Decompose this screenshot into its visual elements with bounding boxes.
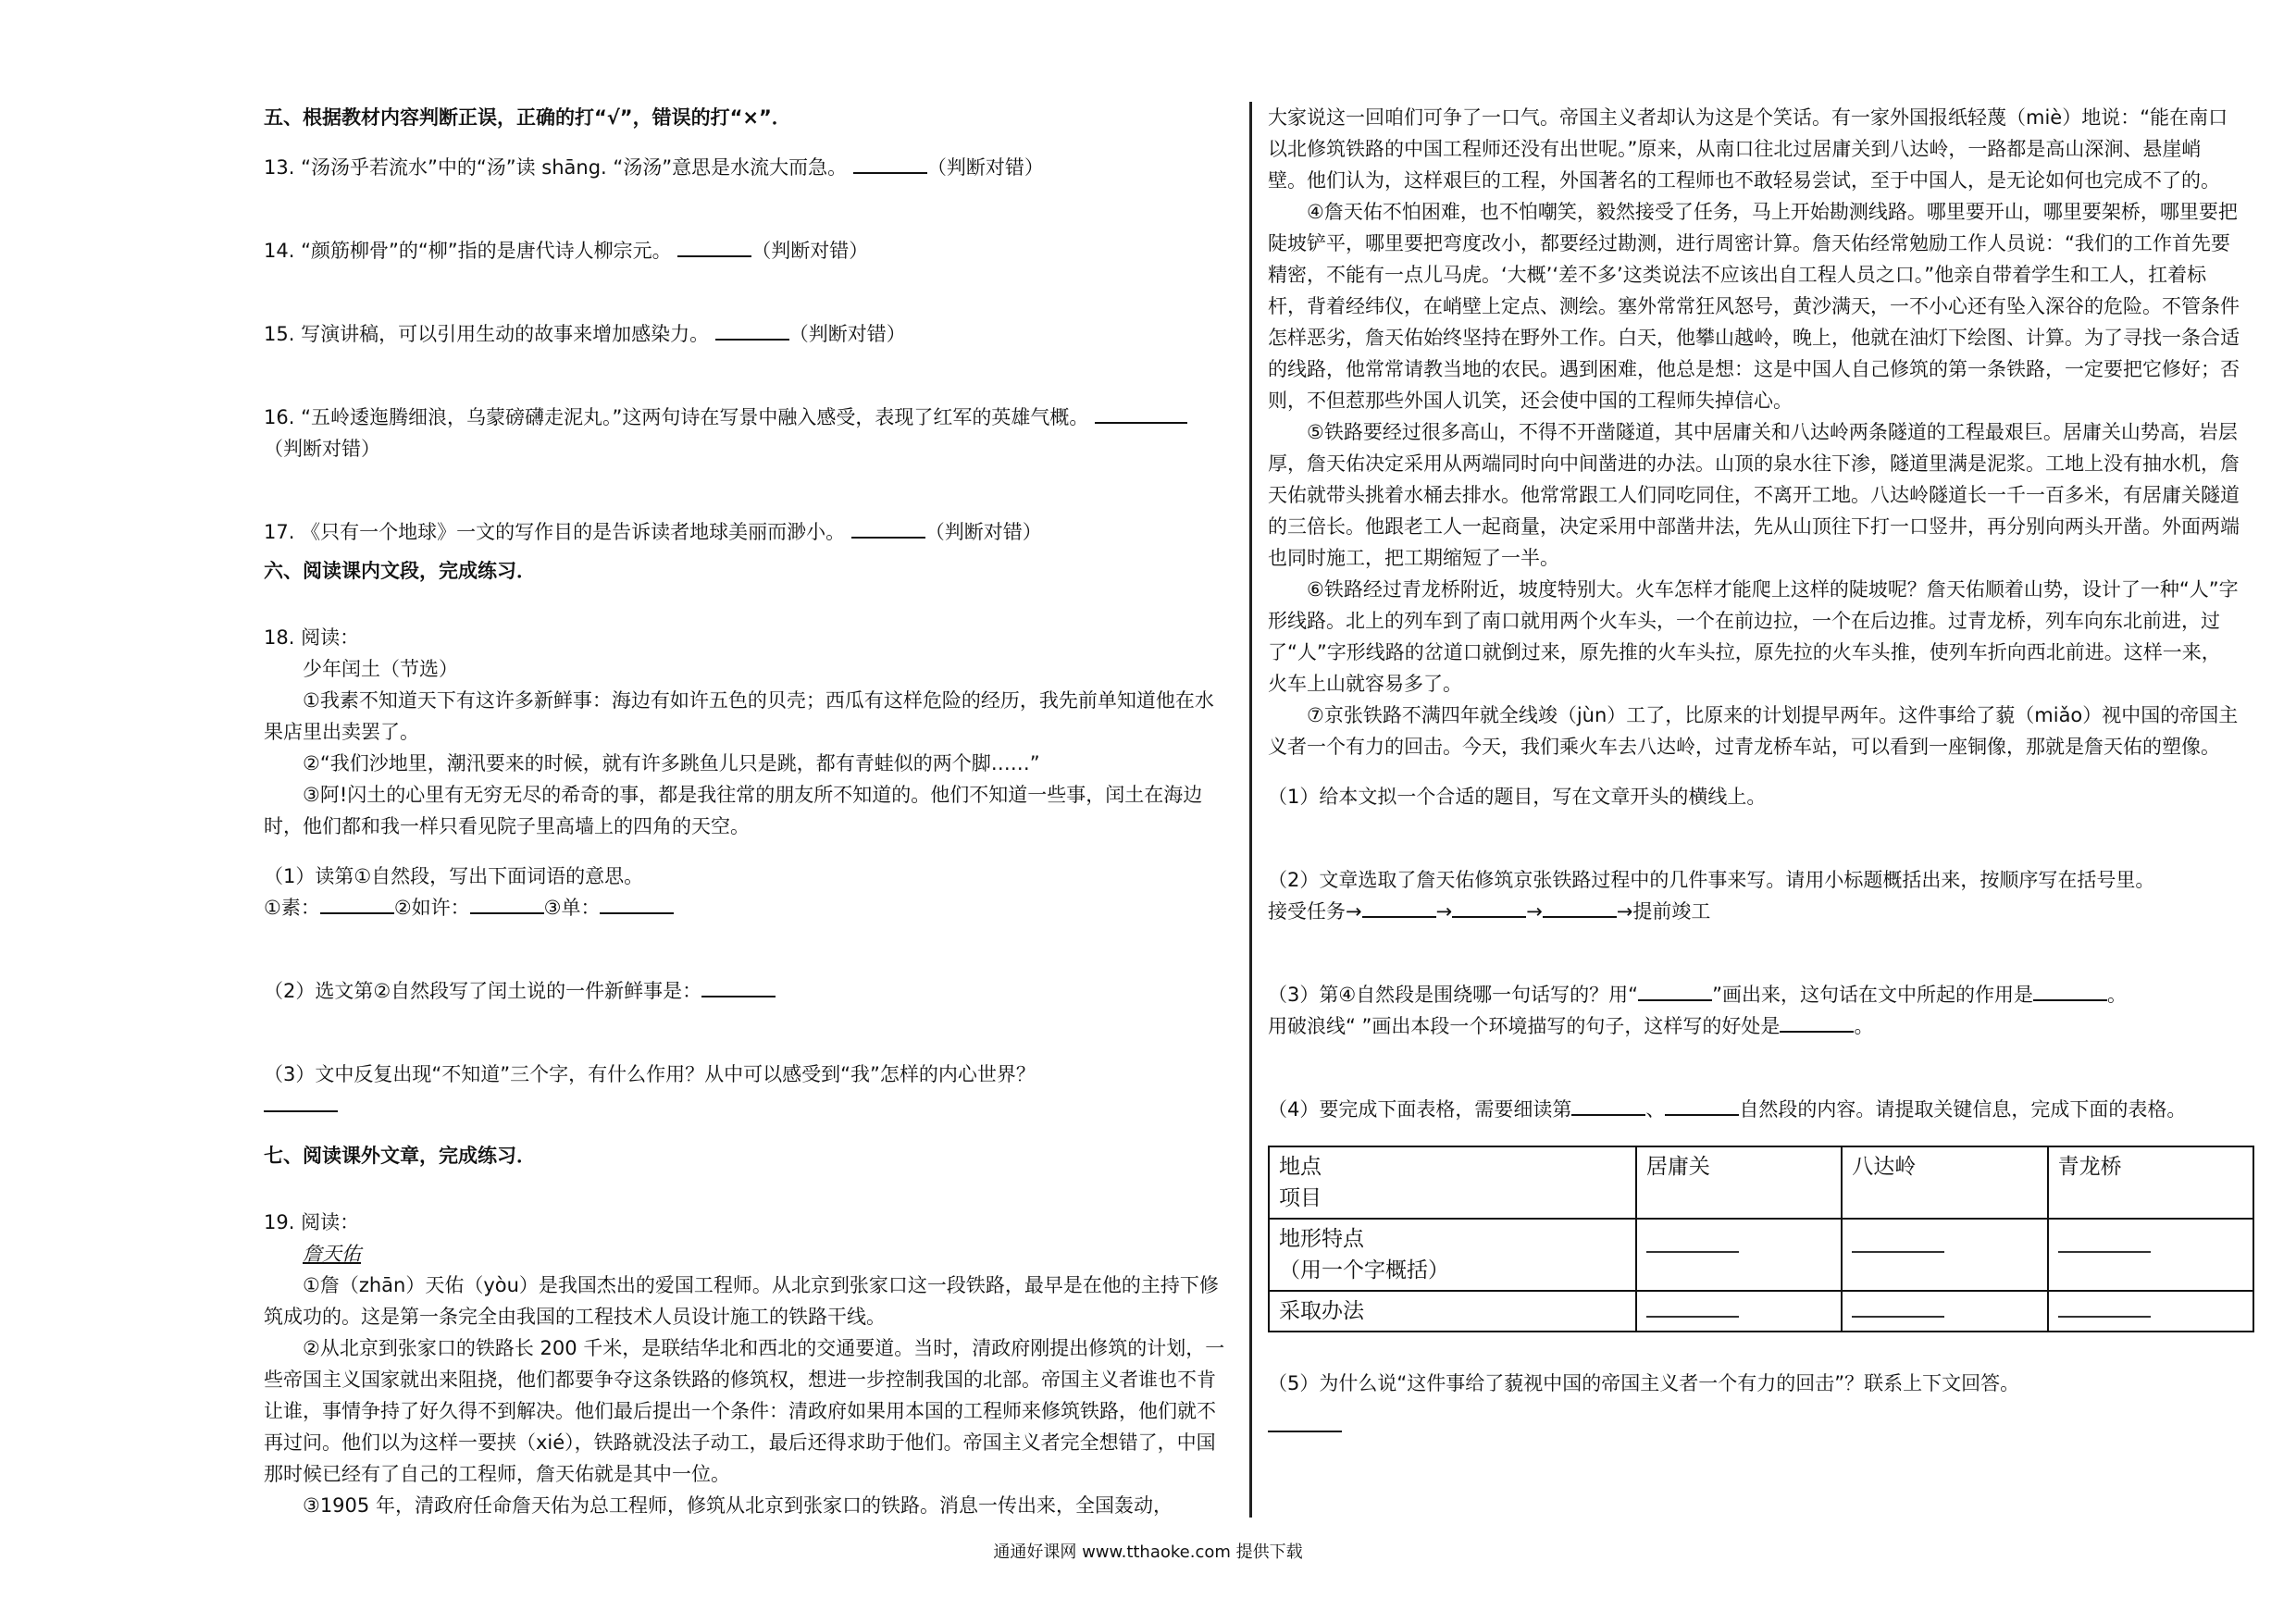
question-14: 14. “颜筋柳骨”的“柳”指的是唐代诗人柳宗元。 （判断对错）	[264, 235, 1226, 266]
answer-blank[interactable]	[851, 516, 925, 539]
page-footer: 通通好课网 www.tthaoke.com 提供下载	[993, 1542, 1303, 1562]
section-6-heading: 六、阅读课内文段，完成练习．	[264, 560, 536, 582]
right-column	[1268, 102, 2240, 1442]
table-row	[1269, 1291, 2253, 1332]
question-16: 16. “五岭逶迤腾细浪，乌蒙磅礴走泥丸。”这两句诗在写景中融入感受，表现了红军的英雄气概。 （判断对错）	[264, 402, 1226, 465]
question-13: 13. “汤汤乎若流水”中的“汤”读 shāng. “汤汤”意思是水流大而急。 （判断对错）	[264, 152, 1226, 183]
answer-blank[interactable]	[1452, 896, 1526, 918]
question-15: 15. 写演讲稿，可以引用生动的故事来增加感染力。 （判断对错）	[264, 318, 1226, 350]
question-19-label: 19. 阅读：	[264, 1211, 360, 1233]
answer-blank[interactable]	[470, 892, 544, 914]
passage-paragraph: ⑤铁路要经过很多高山，不得不开凿隧道，其中居庸关和八达岭两条隧道的工程最艰巨。居庸关山势高，岩层厚，詹天佑决定采用从两端同时向中间凿进的办法。山顶的泉水往下渗，隧道里满是泥浆。工地上没有抽水机，詹天佑就带头挑着水桶去排水。他常常跟工人们同吃同住，不离开工地。八达岭隧道长一千一百多米，有居庸关隧道的三倍长。他跟老工人一起商量，决定采用中部凿井法，先从山顶往下打一口竖井，再分别向两头开凿。外面两端也同时施工，把工期缩短了一半。	[1268, 421, 2240, 569]
passage-title: 少年闰土（节选）	[303, 658, 458, 680]
answer-blank[interactable]	[1571, 1094, 1645, 1116]
section-7-heading: 七、阅读课外文章，完成练习．	[264, 1145, 536, 1167]
table-answer-cell[interactable]	[2048, 1291, 2253, 1332]
answer-blank[interactable]	[701, 975, 776, 997]
passage-paragraph: 大家说这一回咱们可争了一口气。帝国主义者却认为这是个笑话。有一家外国报纸轻蔑（miè）地说：“能在南口以北修筑铁路的中国工程师还没有出世呢。”原来，从南口往北过居庸关到八达岭，一路都是高山深涧、悬崖峭壁。他们认为，这样艰巨的工程，外国著名的工程师也不敢轻易尝试，至于中国人，是无论如何也完成不了的。	[1268, 106, 2228, 192]
table-row	[1269, 1219, 2253, 1291]
info-table	[1268, 1146, 2254, 1332]
table-cell: 地形特点 （用一个字概括）	[1269, 1219, 1636, 1291]
table-cell: 采取办法	[1269, 1291, 1636, 1332]
answer-blank[interactable]	[264, 1090, 338, 1112]
table-answer-cell[interactable]	[2048, 1219, 2253, 1291]
answer-blank[interactable]	[1638, 979, 1712, 1001]
question-18-label: 18. 阅读：	[264, 626, 360, 649]
answer-blank[interactable]	[600, 892, 674, 914]
answer-blank[interactable]	[1095, 402, 1187, 424]
sub-question-2: （2）选文第②自然段写了闰土说的一件新鲜事是：	[264, 975, 1226, 1007]
passage-paragraph: ⑥铁路经过青龙桥附近，坡度特别大。火车怎样才能爬上这样的陡坡呢？詹天佑顺着山势，设计了一种“人”字形线路。北上的列车到了南口就用两个火车头，一个在前边拉，一个在后边推。过青龙桥，列车向东北前进，过了“人”字形线路的岔道口就倒过来，原先推的火车头拉，原先拉的火车头推，使列车折向西北前进。这样一来，火车上山就容易多了。	[1268, 578, 2239, 695]
passage-paragraph: ③阿!闪土的心里有无穷无尽的希奇的事，都是我往常的朋友所不知道的。他们不知道一些事，闰土在海边时，他们都和我一样只看见院子里高墙上的四角的天空。	[264, 784, 1203, 837]
table-header-cell: 居庸关	[1636, 1146, 1842, 1219]
answer-blank[interactable]	[1665, 1094, 1739, 1116]
answer-blank[interactable]	[1362, 896, 1436, 918]
sub-question-1: （1）读第①自然段，写出下面词语的意思。	[264, 865, 644, 887]
passage-paragraph: ①我素不知道天下有这许多新鲜事：海边有如许五色的贝壳；西瓜有这样危险的经历，我先前单知道他在水果店里出卖罢了。	[264, 689, 1214, 743]
passage-paragraph: ②从北京到张家口的铁路长 200 千米，是联结华北和西北的交通要道。当时，清政府刚提出修筑的计划，一些帝国主义国家就出来阻挠，他们都要争夺这条铁路的修筑权，想进一步控制我国的北部。帝国主义者谁也不肯让谁，事情争持了好久得不到解决。他们最后提出一个条件：清政府如果用本国的工程师来修筑铁路，他们就不再过问。他们以为这样一要挟（xié），铁路就没法子动工，最后还得求助于他们。帝国主义者完全想错了，中国那时候已经有了自己的工程师，詹天佑就是其中一位。	[264, 1337, 1225, 1485]
passage-paragraph: ⑦京张铁路不满四年就全线竣（jùn）工了，比原来的计划提早两年。这件事给了藐（miǎo）视中国的帝国主义者一个有力的回击。今天，我们乘火车去八达岭，过青龙桥车站，可以看到一座铜像，那就是詹天佑的塑像。	[1268, 704, 2239, 758]
table-header-cell: 八达岭	[1842, 1146, 2047, 1219]
question-17: 17. 《只有一个地球》一文的写作目的是告诉读者地球美丽而渺小。 （判断对错）	[264, 516, 1226, 548]
table-answer-cell[interactable]	[1636, 1219, 1842, 1291]
section-5-heading: 五、根据教材内容判断正误，正确的打“√”，错误的打“×”．	[264, 106, 791, 129]
sub-question-5: （5）为什么说“这件事给了藐视中国的帝国主义者一个有力的回击”？联系上下文回答。	[1268, 1372, 2020, 1394]
answer-blank[interactable]	[320, 892, 394, 914]
column-divider	[1249, 102, 1252, 1518]
sub-question-2-chain: 接受任务→ → → →提前竣工	[1268, 896, 2240, 927]
sub-question-4: （4）要完成下面表格，需要细读第 、 自然段的内容。请提取关键信息，完成下面的表格。	[1268, 1094, 2240, 1125]
table-answer-cell[interactable]	[1636, 1291, 1842, 1332]
answer-blank[interactable]	[715, 318, 789, 341]
table-header-cell: 地点 项目	[1269, 1146, 1636, 1219]
left-column	[264, 102, 1226, 1521]
answer-blank[interactable]	[677, 235, 751, 257]
table-header-row	[1269, 1146, 2253, 1219]
table-answer-cell[interactable]	[1842, 1219, 2047, 1291]
table-answer-cell[interactable]	[1842, 1291, 2047, 1332]
sub-question-3: （3）第④自然段是围绕哪一句话写的？用“ ”画出来，这句话在文中所起的作用是 。	[1268, 979, 2240, 1010]
sub-question-1: （1）给本文拟一个合适的题目，写在文章开头的横线上。	[1268, 786, 1767, 808]
sub-question-5-blank	[1268, 1410, 2240, 1442]
answer-blank[interactable]	[1780, 1010, 1854, 1033]
answer-blank[interactable]	[2033, 979, 2107, 1001]
answer-blank[interactable]	[1543, 896, 1617, 918]
passage-paragraph: ③1905 年，清政府任命詹天佑为总工程师，修筑从北京到张家口的铁路。消息一传出来，全国轰动，	[303, 1494, 1173, 1517]
passage-paragraph: ①詹（zhān）天佑（yòu）是我国杰出的爱国工程师。从北京到张家口这一段铁路，最早是在他的主持下修筑成功的。这是第一条完全由我国的工程技术人员设计施工的铁路干线。	[264, 1274, 1219, 1328]
sub-question-3: （3）文中反复出现“不知道”三个字，有什么作用？从中可以感受到“我”怎样的内心世界？	[264, 1063, 1036, 1085]
table-header-cell: 青龙桥	[2048, 1146, 2253, 1219]
passage-title: 詹天佑	[303, 1243, 361, 1265]
passage-paragraph: ②“我们沙地里，潮汛要来的时候，就有许多跳鱼儿只是跳，都有青蛙似的两个脚……”	[303, 752, 1040, 774]
answer-blank[interactable]	[1268, 1410, 1342, 1432]
sub-question-3-blank	[264, 1090, 1226, 1121]
sub-question-1-blanks: ①素： ②如许： ③单：	[264, 892, 1226, 923]
sub-question-2: （2）文章选取了詹天佑修筑京张铁路过程中的几件事来写。请用小标题概括出来，按顺序写在括号里。	[1268, 869, 2155, 891]
sub-question-3-part-2: 用破浪线“ ”画出本段一个环境描写的句子，这样写的好处是 。	[1268, 1010, 2240, 1042]
passage-paragraph: ④詹天佑不怕困难，也不怕嘲笑，毅然接受了任务，马上开始勘测线路。哪里要开山，哪里要架桥，哪里要把陡坡铲平，哪里要把弯度改小，都要经过勘测，进行周密计算。詹天佑经常勉励工作人员说：“我们的工作首先要精密，不能有一点儿马虎。‘大概’‘差不多’这类说法不应该出自工程人员之口。”他亲自带着学生和工人，扛着标杆，背着经纬仪，在峭壁上定点、测绘。塞外常常狂风怒号，黄沙满天，一不小心还有坠入深谷的危险。不管条件怎样恶劣，詹天佑始终坚持在野外工作。白天，他攀山越岭，晚上，他就在油灯下绘图、计算。为了寻找一条合适的线路，他常常请教当地的农民。遇到困难，他总是想：这是中国人自己修筑的第一条铁路，一定要把它修好；否则，不但惹那些外国人讥笑，还会使中国的工程师失掉信心。	[1268, 201, 2240, 412]
answer-blank[interactable]	[853, 152, 927, 174]
